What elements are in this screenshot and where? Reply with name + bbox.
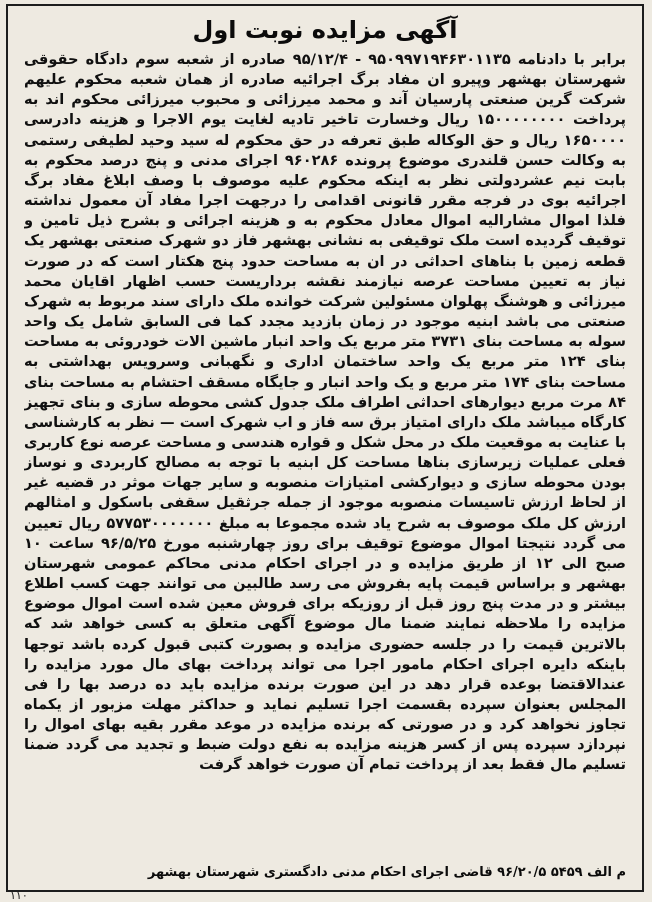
notice-footer: م الف ۵۴۵۹ ۹۶/۲۰/۵ قاضی اجرای احکام مدنی دادگستری شهرستان بهشهر (147, 865, 626, 880)
page-number: ۱۱۰ (10, 889, 28, 902)
notice-body: برابر با دادنامه ۹۵۰۹۹۷۱۹۴۶۳۰۱۱۳۵ - ۹۵/۱۲/۴ صادره از شعبه سوم دادگاه حقوقی شهرستان بهشهر وپیرو ان مفاد برگ اجرائیه صادره از همان شعبه محکوم علیهم شرکت گرین صنعتی پارسیان آند و محمد میرزائی و محبوب میرزائی محکوم اند به پرداخت ۱۵۰۰۰۰۰۰۰۰ ریال وخسارت تاخیر تادیه لغایت یوم الاجرا و هزینه دادرسی ۱۶۵۰۰۰۰ ریال و حق الوکاله طبق تعرفه در حق محکوم له سید وحید لطیفی رستمی به وکالت حسن قلندری موضوع پرونده ۹۶۰۲۸۶ اجرای مدنی و پنج درصد محکوم به بابت نیم عشردولتی نظر به اینکه محکوم علیه موصوف با وصف ابلاغ مفاد برگ اجرائیه بوی در فرجه مقرر قانونی اقدامی را درجهت اجرا مفاد آن معمول نداشته فلذا اموال مشارالیه اموال معادل محکوم به و هزینه اجرائی و بشرح ذیل تامین و توقیف گردیده است ملک توقیفی به نشانی بهشهر فاز دو شهرک صنعتی بهشهر یک قطعه زمین با بناهای احداثی در ان به مساحت حدود پنج هکتار است که در صورت نیاز به تعیین مساحت عرصه نیازمند نقشه برداریست حسب اظهار اقایان محمد میرزائی و هوشنگ پهلوان مسئولین شرکت خوانده ملک دارای سند مربوط به شهرک صنعتی می باشد ابنیه موجود در زمان بازدید مجدد کما فی السابق شامل یک واحد سوله به مساحت بنای ۳۷۳۱ متر مربع یک واحد انبار ماشین الات خودروئی به مساحت بنای ۱۲۴ متر مربع یک واحد ساختمان اداری و نگهبانی وسرویس بهداشتی به مساحت بنای ۱۷۴ متر مربع و یک واحد انبار و جایگاه مسقف احتشام به مساحت بنای ۸۴ مرت مربع دیوارهای احداثی اطراف ملک جدول کشی محوطه سازی و بنای تجهیز کارگاه میباشد ملک دارای امتیاز برق سه فاز و اب شهرک است — نظر به کارشناسی با عنایت به موقعیت ملک در محل شکل و قواره هندسی و مساحت عرصه نوع کاربری فعلی عملیات زیرسازی بناها مساحت کل ابنیه با توجه به مصالح کاربردی و نوساز بودن محوطه سازی و دیوارکشی امتیازات منصوبه و سایر جهات موثر در قضیه غیر از لحاظ ارزش تاسیسات منصوبه موجود از جمله جرثقیل سقفی باسکول و امثالهم ارزش کل ملک موصوف به شرح یاد شده مجموعا به مبلغ ۵۷۷۵۳۰۰۰۰۰۰۰ ریال تعیین می گردد نتیجتا اموال موضوع توقیف برای روز چهارشنبه مورخ ۹۶/۵/۲۵ ساعت ۱۰ صبح الی ۱۲ از طریق مزایده و در اجرای احکام مدنی محاکم عمومی شهرستان بهشهر و براساس قیمت پایه بفروش می رسد طالبین می توانند جهت کسب اطلاع بیشتر و در مدت پنج روز قبل از روزیکه برای فروش معین شده است اموال موضوع مزایده را ملاحظه نمایند ضمنا مال موضوع آگهی متعلق به کسی خواهد شد که بالاترین قیمت را در جلسه حضوری مزایده و بصورت کتبی قبول کرده باشد توجها باینکه دایره اجرای احکام مامور اجرا می تواند پرداخت بهای مال مورد مزایده را عندالاقتضا بوعده قرار دهد در این صورت برنده مزایده باید ده درصد بها را فی المجلس بعنوان سپرده بقسمت اجرا تسلیم نماید و حداکثر مهلت مزبور از یکماه تجاوز نخواهد کرد و در صورتی که برنده مزایده در موعد مقرر بقیه بهای اموال را نپردازد سپرده پس از کسر هزینه مزایده به نفع دولت ضبط و تجدید می گردد ضمنا تسلیم مال فقط بعد از پرداخت تمام آن صورت خواهد گرفت (24, 51, 626, 774)
notice-border (6, 4, 644, 892)
notice-title: آگهی مزایده نوبت اول (192, 16, 458, 44)
